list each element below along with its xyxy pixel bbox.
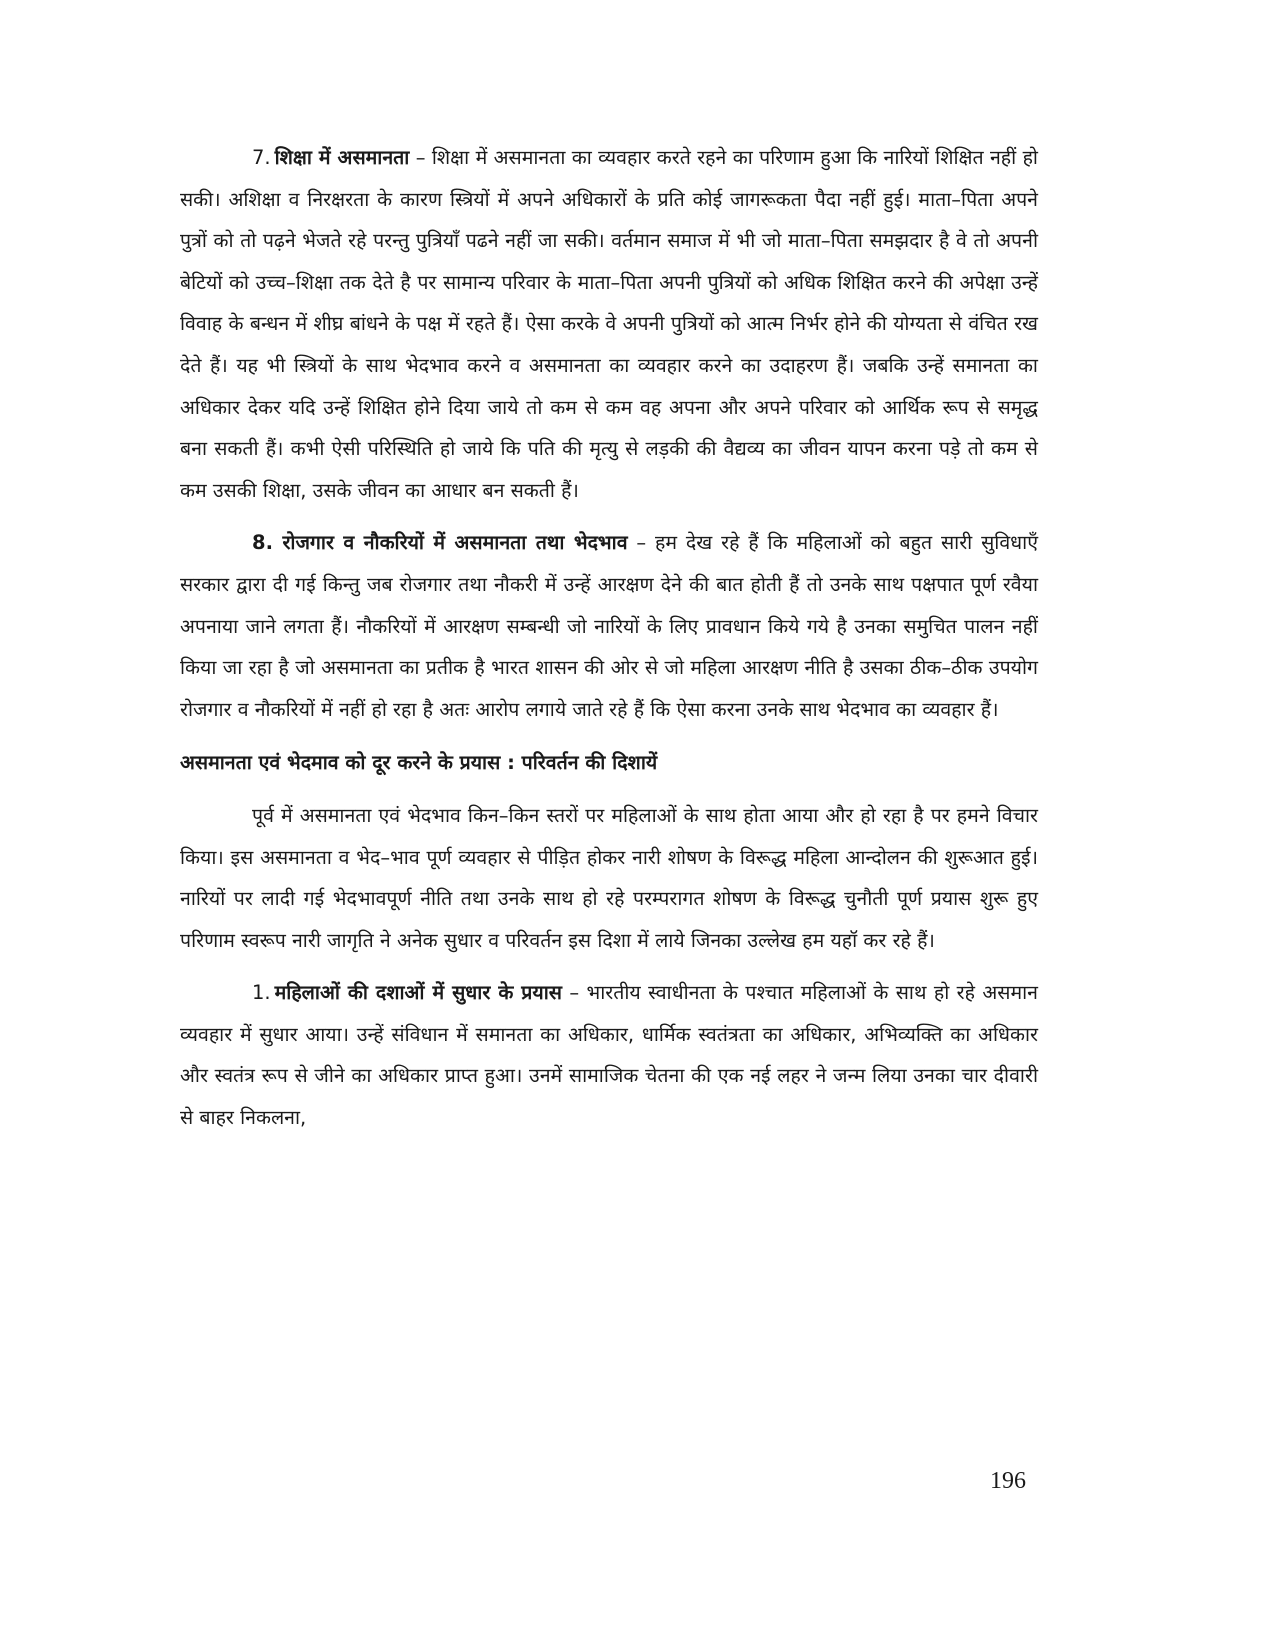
paragraph-employment-inequality: [180, 522, 1038, 730]
paragraph-body: – शिक्षा में असमानता का व्यवहार करते रहने का परिणाम हुआ कि नारियों शिक्षित नहीं हो सकी। अशिक्षा व निरक्षरता के कारण स्त्रियों में अपने अधिकारों के प्रति कोई जागरूकता पैदा नहीं हुई। माता–पिता अपने पुत्रों को तो पढ़ने भेजते रहे परन्तु पुत्रियाँ पढने नहीं जा सकी। वर्तमान समाज में भी जो माता–पिता समझदार है वे तो अपनी बेटियों को उच्च–शिक्षा तक देते है पर सामान्य परिवार के माता–पिता अपनी पुत्रियों को अधिक शिक्षित करने की अपेक्षा उन्हें विवाह के बन्धन में शीघ्र बांधने के पक्ष में रहते हैं। ऐसा करके वे अपनी पुत्रियों को आत्म निर्भर होने की योग्यता से वंचित रख देते हैं। यह भी स्त्रियों के साथ भेदभाव करने व असमानता का व्यवहार करने का उदाहरण हैं। जबकि उन्हें समानता का अधिकार देकर यदि उन्हें शिक्षित होने दिया जाये तो कम से कम वह अपना और अपने परिवार को आर्थिक रूप से समृद्ध बना सकती हैं। कभी ऐसी परिस्थिति हो जाये कि पति की मृत्यु से लड़की की वैद्यव्य का जीवन यापन करना पड़े तो कम से कम उसकी शिक्षा, उसके जीवन का आधार बन सकती हैं।: [180, 146, 1038, 502]
paragraph-body: – भारतीय स्वाधीनता के पश्चात महिलाओं के साथ हो रहे असमान व्यवहार में सुधार आया। उन्हें संविधान में समानता का अधिकार, धार्मिक स्वतंत्रता का अधिकार, अभिव्यक्ति का अधिकार और स्वतंत्र रूप से जीने का अधिकार प्राप्त हुआ। उनमें सामाजिक चेतना की एक नई लहर ने जन्म लिया उनका चार दीवारी से बाहर निकलना,: [180, 981, 1038, 1130]
document-page: [180, 137, 1038, 1139]
point-number: 7.: [252, 146, 271, 169]
point-number: 1.: [252, 981, 271, 1005]
paragraph-education-inequality: [180, 137, 1038, 511]
paragraph-improvement-efforts: [180, 972, 1038, 1138]
paragraph-lead-heading: महिलाओं की दशाओं में सुधार के प्रयास: [274, 981, 562, 1005]
section-heading: असमानता एवं भेदमाव को दूर करने के प्रयास : परिवर्तन की दिशायें: [180, 751, 658, 775]
paragraph-lead-heading: 8. रोजगार व नौकरियों में असमानता तथा भेदभाव: [252, 531, 628, 555]
paragraph-body: – हम देख रहे हैं कि महिलाओं को बहुत सारी सुविधाएँ सरकार द्वारा दी गई किन्तु जब रोजगार तथा नौकरी में उन्हें आरक्षण देने की बात होती हैं तो उनके साथ पक्षपात पूर्ण रवैया अपनाया जाने लगता हैं। नौकरियों में आरक्षण सम्बन्धी जो नारियों के लिए प्रावधान किये गये है उनका समुचित पालन नहीं किया जा रहा है जो असमानता का प्रतीक है भारत शासन की ओर से जो महिला आरक्षण नीति है उसका ठीक–ठीक उपयोग रोजगार व नौकरियों में नहीं हो रहा है अतः आरोप लगाये जाते रहे हैं कि ऐसा करना उनके साथ भेदभाव का व्यवहार हैं।: [180, 531, 1038, 721]
intro-paragraph: पूर्व में असमानता एवं भेदभाव किन–किन स्तरों पर महिलाओं के साथ होता आया और हो रहा है पर हमने विचार किया। इस असमानता व भेद–भाव पूर्ण व्यवहार से पीड़ित होकर नारी शोषण के विरूद्ध महिला आन्दोलन की शुरूआत हुई। नारियों पर लादी गई भेदभावपूर्ण नीति तथा उनके साथ हो रहे परम्परागत शोषण के विरूद्ध चुनौती पूर्ण प्रयास शुरू हुए परिणाम स्वरूप नारी जागृति ने अनेक सुधार व परिवर्तन इस दिशा में लाये जिनका उल्लेख हम यहॉ कर रहे हैं।: [180, 803, 1038, 952]
paragraph-lead-heading: शिक्षा में असमानता: [274, 146, 410, 169]
page-number: 196: [990, 1468, 1026, 1494]
